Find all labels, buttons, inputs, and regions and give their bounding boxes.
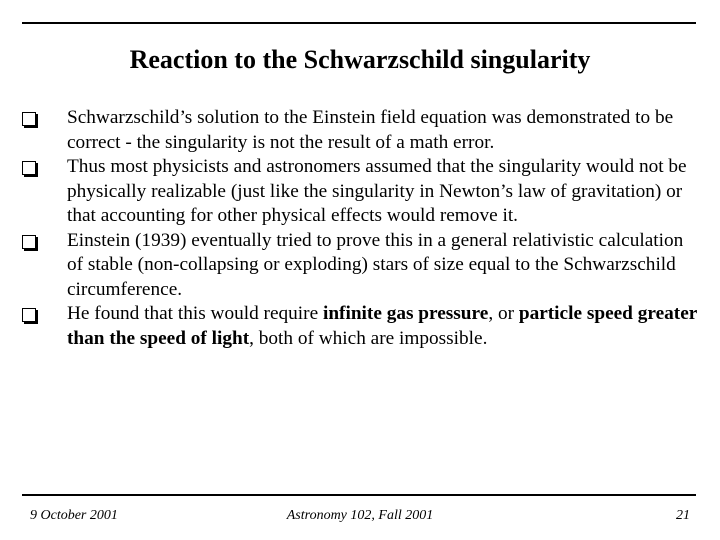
footer-date: 9 October 2001 xyxy=(30,508,118,523)
bullet-text: , both of which are impossible. xyxy=(249,327,488,349)
bullet-emphasis: infinite gas pressure xyxy=(322,303,489,324)
bullet-item xyxy=(22,155,702,229)
bullet-text: Schwarzschild’s solution to the Einstein field equation was demonstrated to be correct - the singularity is not the result of a math error. xyxy=(67,107,674,153)
bullet-text: Thus most physicists and astronomers assumed that the singularity would not be physically realizable (just like the singularity in Newton’s law of gravitation) or that accounting for other physical effects would remove it. xyxy=(67,156,687,226)
checkbox-bullet-icon xyxy=(22,112,36,126)
bullet-item xyxy=(22,106,702,155)
checkbox-bullet-icon xyxy=(22,308,36,322)
page-number: 21 xyxy=(676,508,690,523)
checkbox-bullet-icon xyxy=(22,161,36,175)
bullet-text: , or xyxy=(488,303,519,324)
checkbox-bullet-icon xyxy=(22,235,36,249)
bullet-text: He found that this would require xyxy=(67,303,323,324)
bullet-emphasis: particle speed greater than the speed of light xyxy=(67,303,697,349)
slide-title: Reaction to the Schwarzschild singularity xyxy=(129,45,591,74)
footer-course: Astronomy 102, Fall 2001 xyxy=(286,508,434,523)
bullet-list xyxy=(22,106,702,351)
bullet-item xyxy=(22,302,702,351)
bullet-item xyxy=(22,229,702,303)
bullet-text: Einstein (1939) eventually tried to prove this in a general relativistic calculation of stable (non-collapsing or exploding) stars of size equal to the Schwarzschild circumference. xyxy=(67,229,684,300)
top-rule xyxy=(22,22,696,24)
bottom-rule xyxy=(22,494,696,496)
